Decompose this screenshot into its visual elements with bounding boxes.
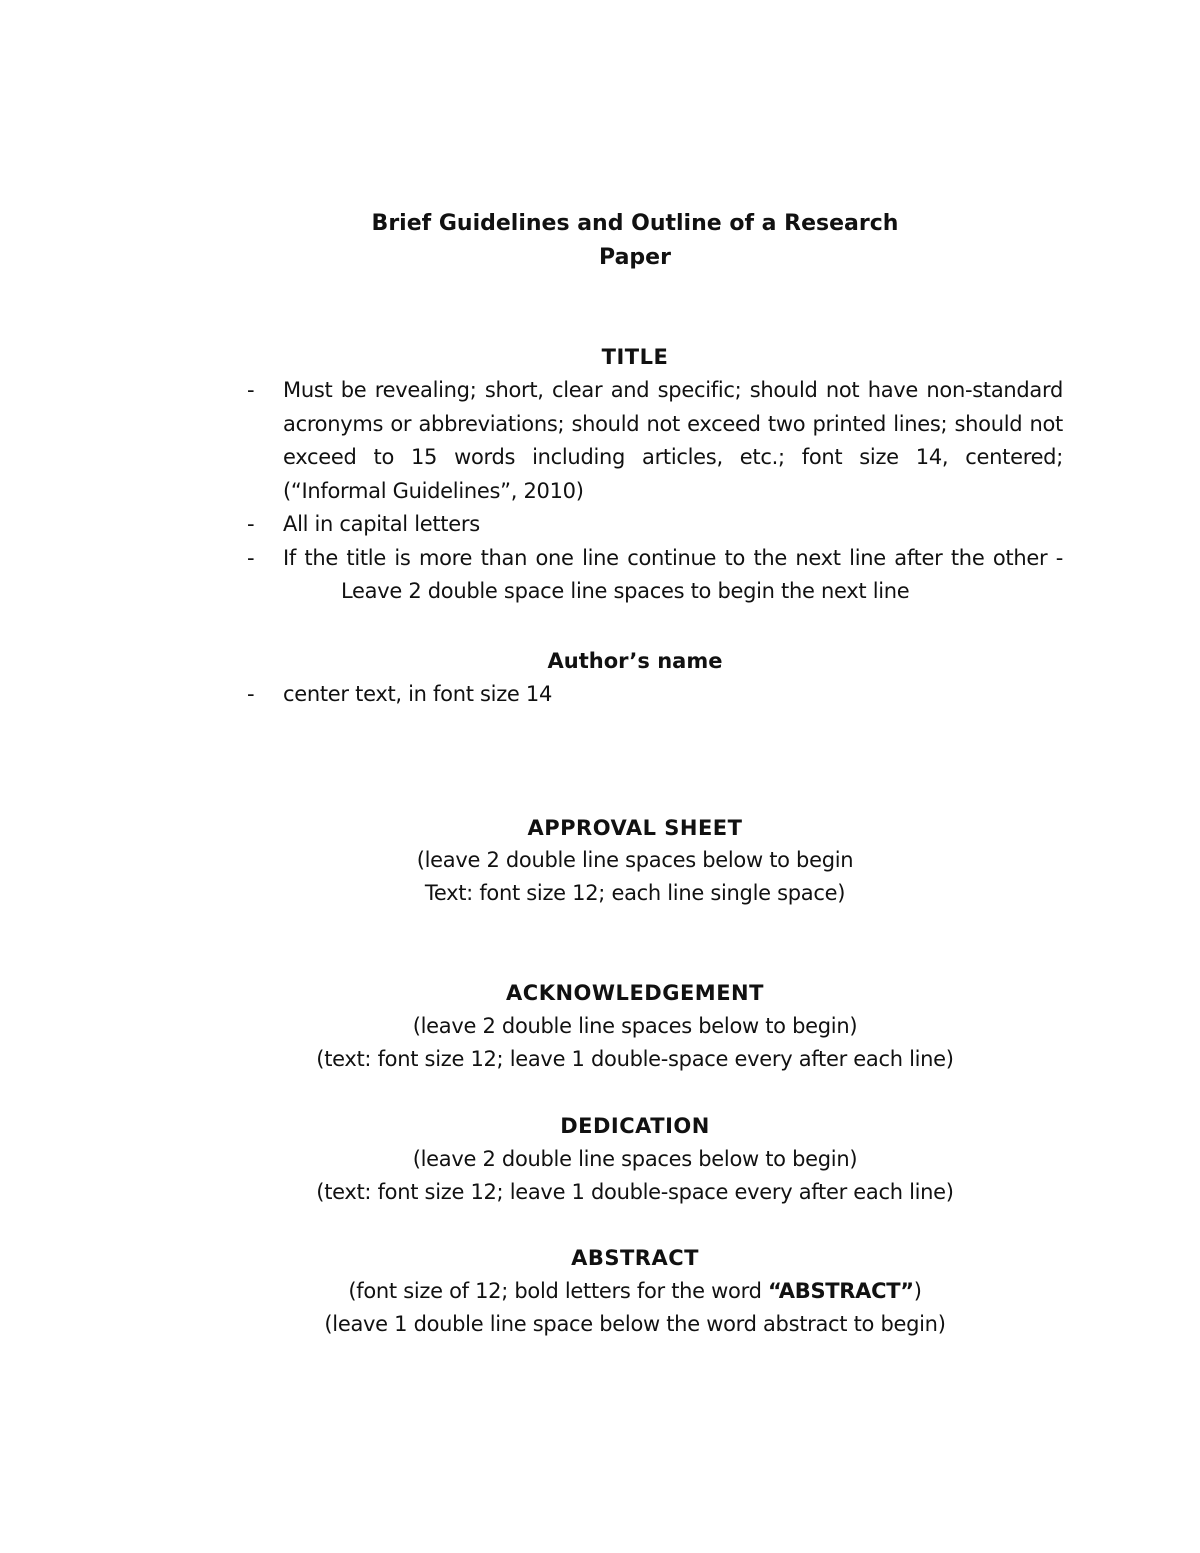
section-heading-acknowledgement: ACKNOWLEDGEMENT [506,981,764,1005]
title-guideline-text: If the title is more than one line continue to the next line after the other - [283,545,1063,570]
abstract-bold-word: “ABSTRACT” [767,1279,914,1303]
dedication-instruction-line-1: (leave 2 double line spaces below to begin) [412,1147,858,1171]
document-title-line-1: Brief Guidelines and Outline of a Research [371,211,899,236]
abstract-instruction-line-2: (leave 1 double line space below the word abstract to begin) [324,1312,946,1336]
section-heading-abstract: ABSTRACT [571,1246,699,1270]
abstract-instruction-line-1 [140,1275,1130,1308]
list-item [245,508,1063,542]
title-guideline-text: All in capital letters [283,512,480,536]
section-heading-author: Author’s name [547,649,723,673]
section-heading-approval-sheet: APPROVAL SHEET [527,816,743,840]
author-guidelines-list [245,678,1063,712]
abstract-instruction-text: (font size of 12; bold letters for the word [348,1279,768,1303]
approval-instruction-line-2: Text: font size 12; each line single space) [424,881,846,905]
list-item [245,374,1063,508]
bullet-dash: - [247,682,255,706]
bullet-dash: - [247,512,255,536]
bullet-dash: - [247,378,255,402]
title-guideline-text-continued: Leave 2 double space line spaces to begin the next line [341,579,910,603]
list-item [245,678,1063,712]
abstract-instruction-close: ) [913,1279,922,1303]
acknowledgement-instruction-line-2: (text: font size 12; leave 1 double-space every after each line) [316,1047,954,1071]
title-guidelines-list [245,374,1063,609]
dedication-instruction-line-2: (text: font size 12; leave 1 double-space every after each line) [316,1180,954,1204]
acknowledgement-instruction-line-1: (leave 2 double line spaces below to begin) [412,1014,858,1038]
title-guideline-text: Must be revealing; short, clear and specific; should not have non-standard acronyms or abbreviations; should not exceed two printed lines; should not exceed to 15 words including articles, etc.; font size 14, centered; (“Informal Guidelines”, 2010) [283,378,1063,503]
document-title-line-2: Paper [599,245,671,270]
bullet-dash: - [247,545,255,570]
section-heading-dedication: DEDICATION [560,1114,710,1138]
list-item [245,542,1063,609]
approval-instruction-line-1: (leave 2 double line spaces below to begin [416,848,854,872]
author-guideline-text: center text, in font size 14 [283,682,553,706]
section-heading-title: TITLE [601,345,669,369]
